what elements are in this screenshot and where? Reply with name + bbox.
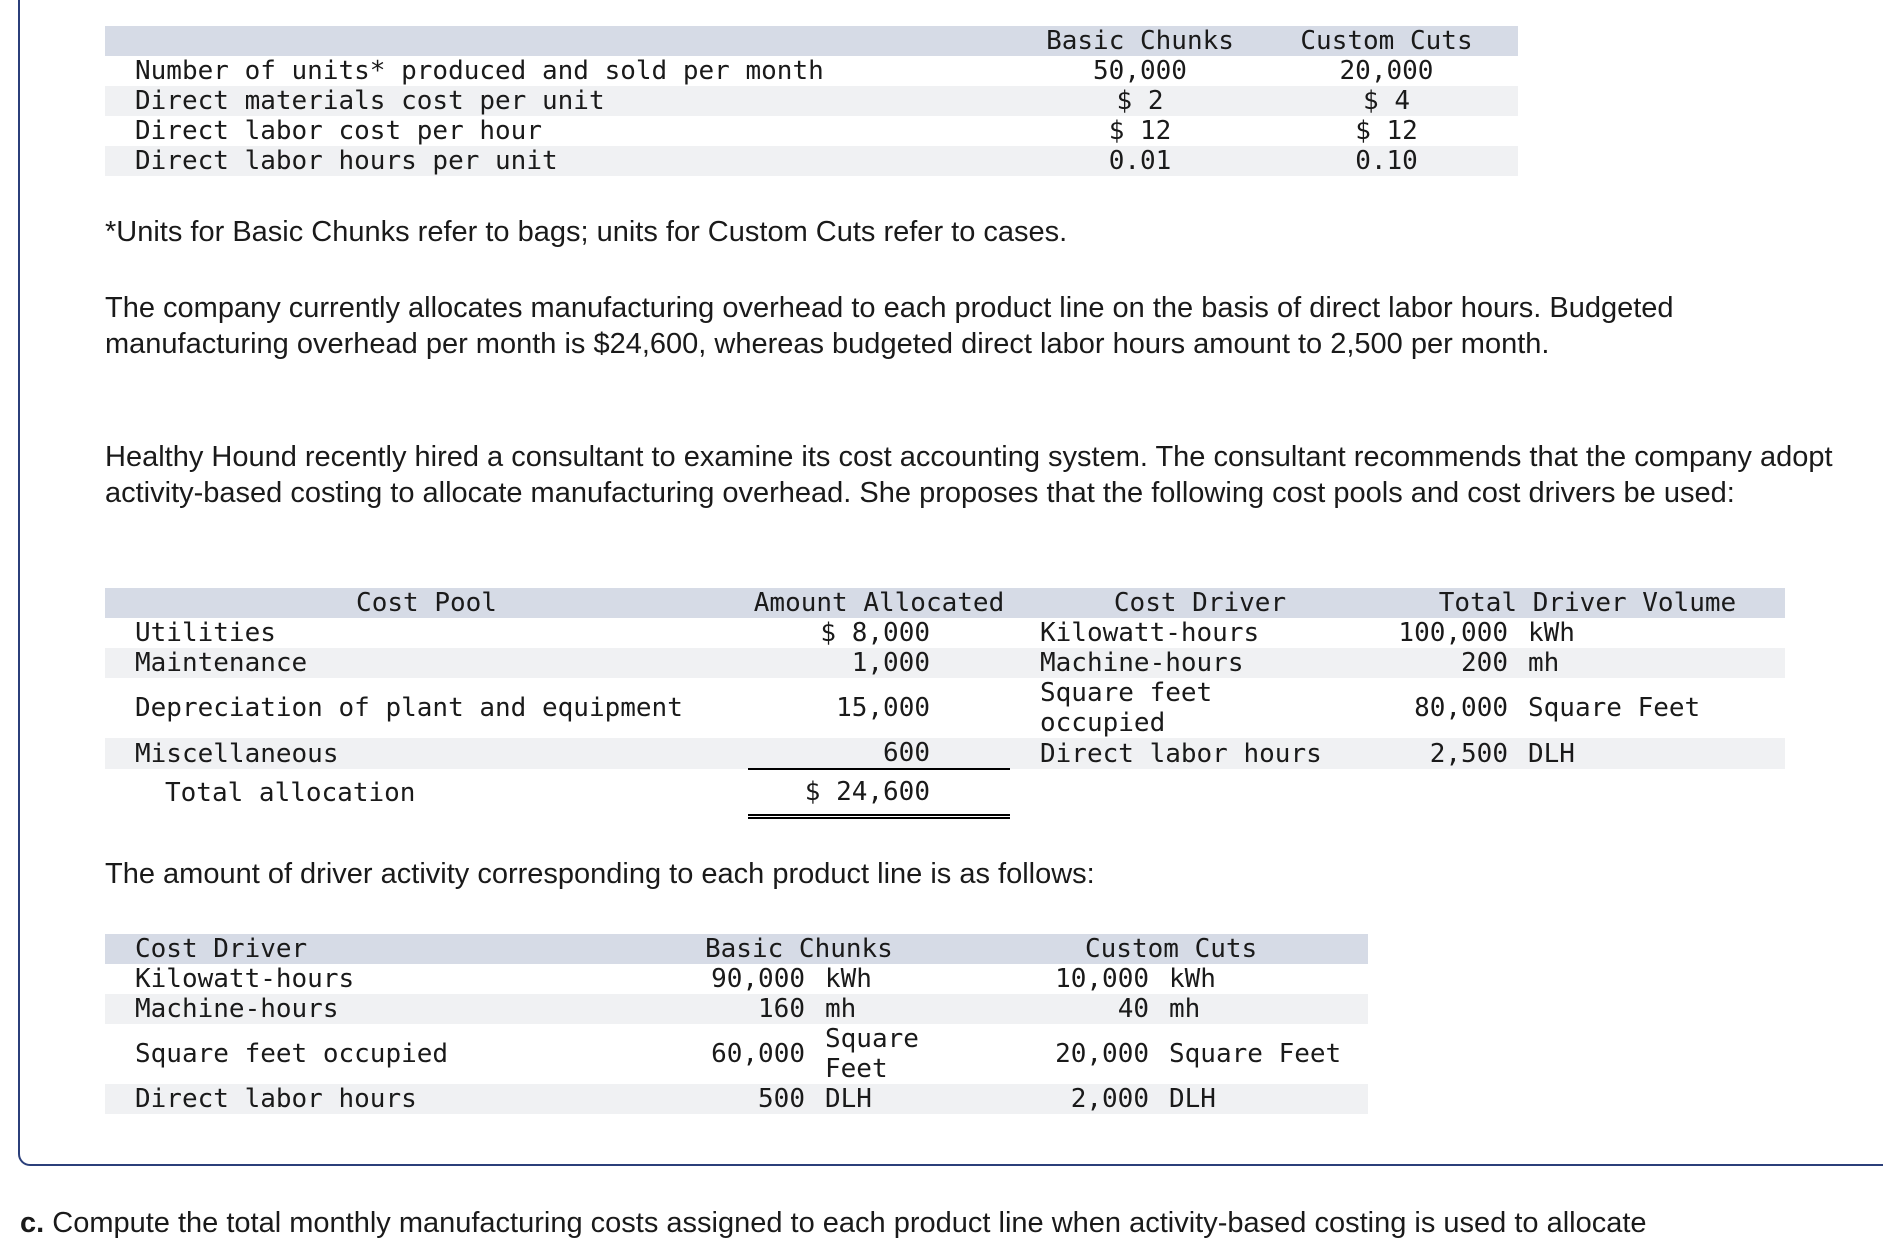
table-row — [105, 56, 1518, 86]
table-row — [105, 146, 1518, 176]
header-cell-empty — [105, 26, 1025, 56]
driver-volume-unit: Square Feet — [1528, 693, 1701, 723]
table-row — [105, 738, 1785, 769]
table-row — [105, 964, 1368, 994]
question-label: c. — [20, 1207, 45, 1239]
cost-pool-table — [105, 588, 1785, 819]
basic-chunks-unit: kWh — [825, 964, 872, 994]
empty-cell — [1508, 769, 1785, 817]
table-row — [105, 1084, 1368, 1114]
basic-chunks-number: 160 — [705, 994, 805, 1024]
row-label: Number of units* produced and sold per month — [135, 56, 824, 86]
units-footnote: *Units for Basic Chunks refer to bags; units for Custom Cuts refer to cases. — [105, 216, 1068, 248]
custom-cuts-value: $ 4 — [1255, 86, 1518, 116]
cost-driver: Kilowatt-hours — [1040, 618, 1260, 648]
amount-allocated: 600 — [748, 738, 1010, 769]
driver-volume-number: 2,500 — [1390, 738, 1508, 769]
row-label: Direct labor cost per hour — [135, 116, 542, 146]
header-cost-driver: Cost Driver — [1010, 588, 1390, 618]
cost-pool-name: Depreciation of plant and equipment — [135, 693, 683, 723]
custom-cuts-unit: DLH — [1149, 1084, 1368, 1114]
paragraph-driver-activity: The amount of driver activity corresponding to each product line is as follows: — [105, 858, 1095, 890]
question-text: Compute the total monthly manufacturing costs assigned to each product line when activity-based costing is used to allocate — [52, 1207, 1647, 1239]
cost-driver — [1010, 678, 1390, 738]
basic-chunks-value: $ 2 — [1025, 86, 1255, 116]
header-custom-cuts: Custom Cuts — [1047, 934, 1368, 964]
basic-chunks-number: 500 — [705, 1084, 805, 1114]
paragraph-consultant: Healthy Hound recently hired a consultant to examine its cost accounting system. The consultant recommends that the company adopt activity-based costing to allocate manufacturing overhead. She proposes that the following cost pools and cost drivers be used: — [105, 441, 1833, 509]
custom-cuts-number: 20,000 — [1055, 1039, 1149, 1069]
basic-chunks-value: $ 12 — [1108, 116, 1172, 146]
table-row — [105, 618, 1785, 648]
table-row — [105, 994, 1368, 1024]
total-label: Total allocation — [165, 777, 416, 808]
custom-cuts-value: $ 12 — [1355, 116, 1418, 146]
cost-driver: Direct labor hours — [1010, 738, 1390, 769]
header-basic-chunks: Basic Chunks — [705, 934, 1047, 964]
table-row — [105, 86, 1518, 116]
cost-driver: Square feet occupied — [135, 1039, 449, 1069]
table-header-row — [105, 934, 1368, 964]
custom-cuts-number: 10,000 — [1055, 964, 1149, 994]
cost-driver: Machine-hours — [1010, 648, 1390, 678]
table-header-row — [105, 26, 1518, 56]
amount-allocated: $ 8,000 — [820, 618, 930, 648]
cost-pool-name: Utilities — [135, 618, 276, 648]
custom-cuts-number: 2,000 — [1047, 1084, 1149, 1114]
header-custom-cuts: Custom Cuts — [1255, 26, 1518, 56]
empty-cell — [1390, 769, 1508, 817]
row-label: Direct materials cost per unit — [105, 86, 1025, 116]
row-label: Direct labor hours per unit — [105, 146, 1025, 176]
custom-cuts-unit: mh — [1149, 994, 1368, 1024]
basic-chunks-unit-text: Square Feet — [825, 1024, 919, 1084]
header-cost-driver: Cost Driver — [105, 934, 705, 964]
driver-volume-unit: mh — [1508, 648, 1785, 678]
header-amount-allocated: Amount Allocated — [748, 588, 1010, 618]
table-row — [105, 678, 1785, 738]
custom-cuts-value: 20,000 — [1339, 56, 1434, 86]
table-row — [105, 116, 1518, 146]
custom-cuts-number: 40 — [1047, 994, 1149, 1024]
cost-pool-name: Miscellaneous — [105, 738, 748, 769]
driver-volume-number: 100,000 — [1398, 618, 1508, 648]
question-c — [20, 1205, 1880, 1241]
amount-allocated: 15,000 — [836, 693, 930, 723]
driver-volume-unit: DLH — [1508, 738, 1785, 769]
driver-volume-number: 80,000 — [1414, 693, 1508, 723]
header-cost-pool: Cost Pool — [105, 588, 748, 618]
driver-activity-table — [105, 934, 1368, 1114]
empty-cell — [1010, 769, 1390, 817]
table-row — [105, 648, 1785, 678]
header-basic-chunks: Basic Chunks — [1025, 26, 1255, 56]
custom-cuts-value: 0.10 — [1255, 146, 1518, 176]
cost-driver: Kilowatt-hours — [135, 964, 355, 994]
driver-volume-unit: kWh — [1528, 618, 1575, 648]
cost-driver: Machine-hours — [105, 994, 705, 1024]
table-row — [105, 1024, 1368, 1084]
paragraph-current-allocation: The company currently allocates manufacturing overhead to each product line on the basis of direct labor hours. Budgeted manufacturing overhead per month is $24,600, whereas budgeted direct labor hours amount to 2,500 per month. — [105, 292, 1674, 360]
custom-cuts-unit: kWh — [1169, 964, 1216, 994]
basic-chunks-value: 50,000 — [1093, 56, 1187, 86]
basic-chunks-number: 60,000 — [711, 1039, 805, 1069]
cost-pool-name: Maintenance — [105, 648, 748, 678]
total-amount: $ 24,600 — [748, 769, 1010, 817]
basic-chunks-number: 90,000 — [711, 964, 805, 994]
cost-driver-text: Square feet occupied — [1040, 678, 1213, 738]
basic-chunks-unit: DLH — [805, 1084, 1047, 1114]
table-header-row — [105, 588, 1785, 618]
driver-volume-number: 200 — [1390, 648, 1508, 678]
product-data-table — [105, 26, 1518, 176]
header-total-driver-volume: Total Driver Volume — [1390, 588, 1785, 618]
basic-chunks-unit: mh — [805, 994, 1047, 1024]
basic-chunks-unit — [805, 1024, 1047, 1084]
basic-chunks-value: 0.01 — [1025, 146, 1255, 176]
total-row — [105, 769, 1785, 817]
cost-driver: Direct labor hours — [105, 1084, 705, 1114]
amount-allocated: 1,000 — [748, 648, 1010, 678]
custom-cuts-unit: Square Feet — [1169, 1039, 1342, 1069]
